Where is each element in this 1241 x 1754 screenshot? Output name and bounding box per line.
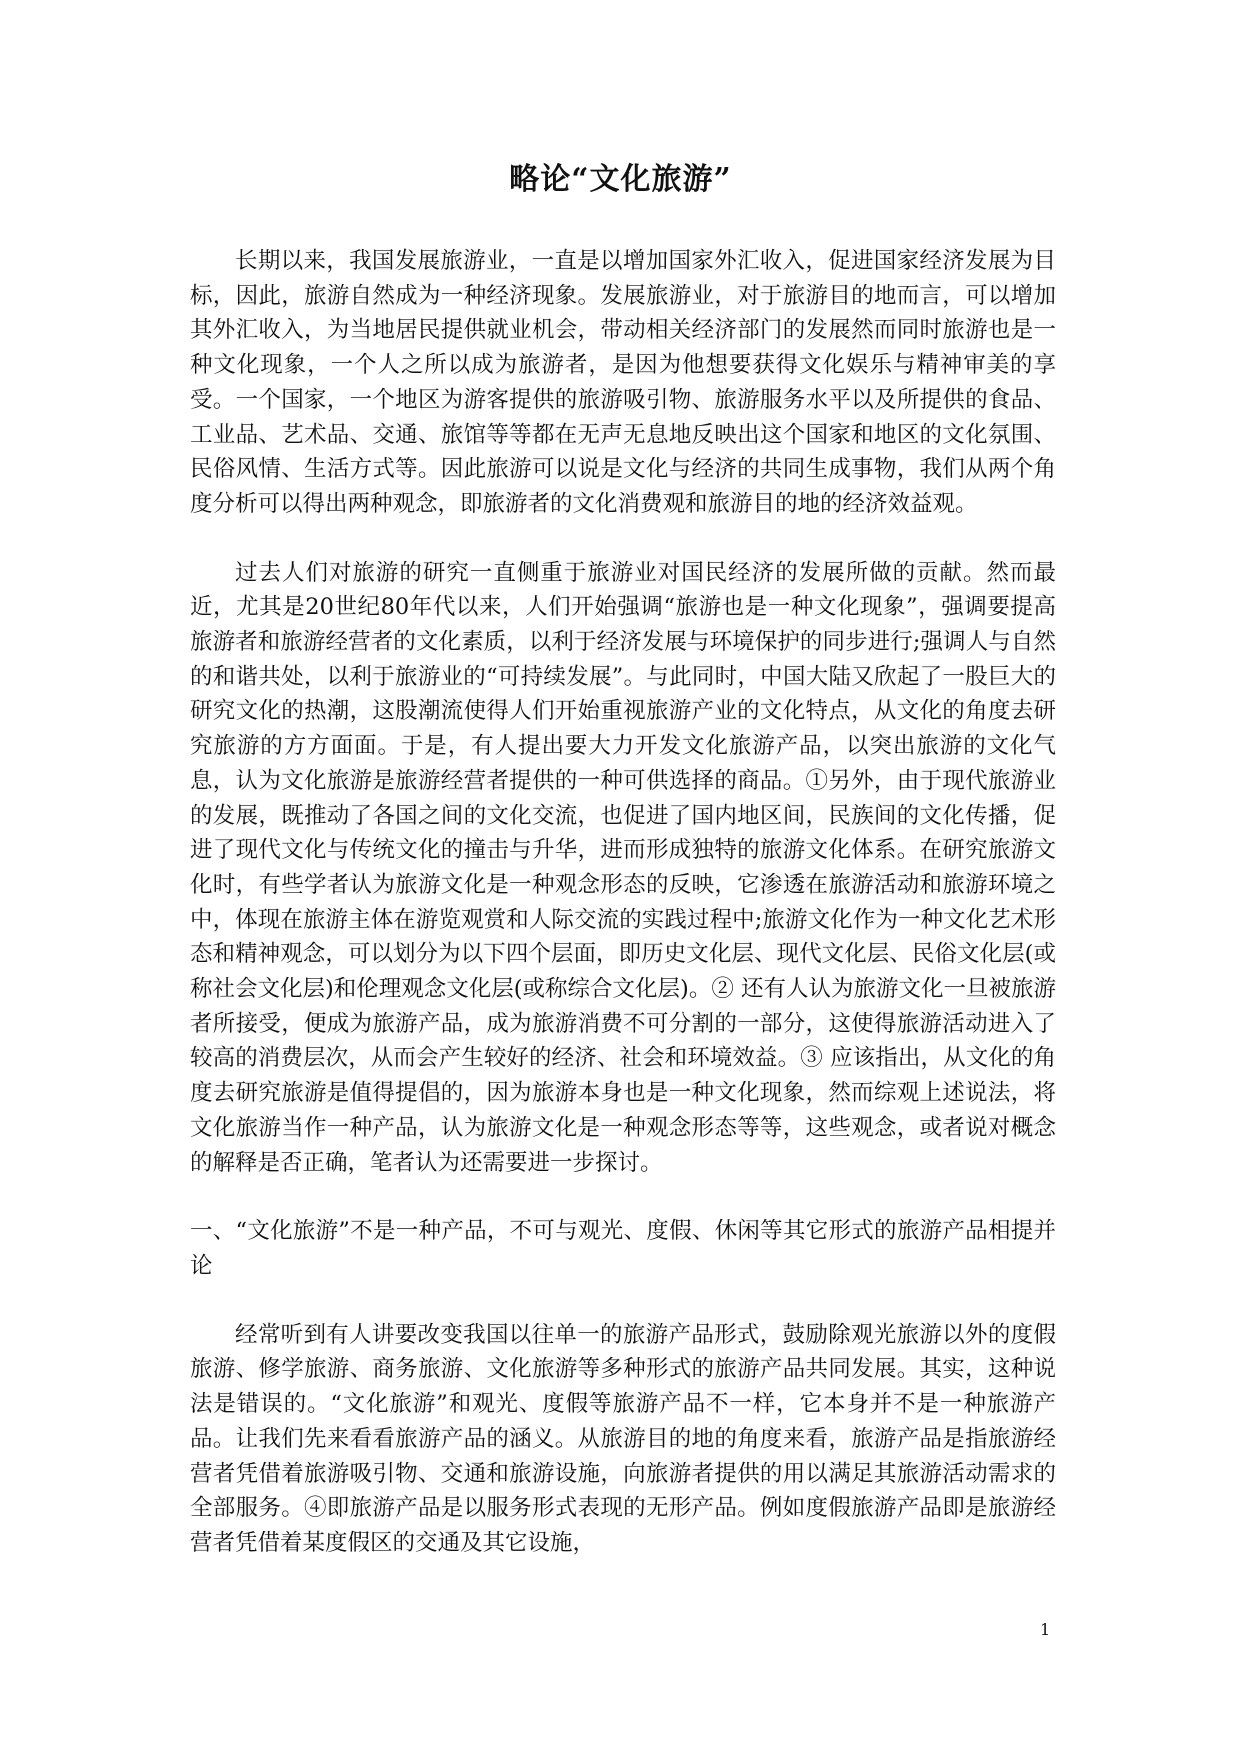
section-heading: 一、“文化旅游”不是一种产品，不可与观光、度假、休闲等其它形式的旅游产品相提并论 xyxy=(190,1218,1056,1279)
paragraph-1: 长期以来，我国发展旅游业，一直是以增加国家外汇收入，促进国家经济发展为目标，因此，旅游自然成为一种经济现象。发展旅游业，对于旅游目的地而言，可以增加其外汇收入，为当地居民提供就业机会，带动相关经济部门的发展然而同时旅游也是一种文化现象，一个人之所以成为旅游者，是因为他想要获得文化娱乐与精神审美的享受。一个国家，一个地区为游客提供的旅游吸引物、旅游服务水平以及所提供的食品、工业品、艺术品、交通、旅馆等等都在无声无息地反映出这个国家和地区的文化氛围、民俗风情、生活方式等。因此旅游可以说是文化与经济的共同生成事物，我们从两个角度分析可以得出两种观念，即旅游者的文化消费观和旅游目的地的经济效益观。 xyxy=(190,248,1056,517)
paragraph-gap xyxy=(190,1180,1056,1214)
paragraph-2: 过去人们对旅游的研究一直侧重于旅游业对国民经济的发展所做的贡献。然而最近，尤其是20世纪80年代以来，人们开始强调“旅游也是一种文化现象”，强调要提高旅游者和旅游经营者的文化素质，以利于经济发展与环境保护的同步进行;强调人与自然的和谐共处，以利于旅游业的“可持续发展”。与此同时，中国大陆又欣起了一股巨大的研究文化的热潮，这股潮流使得人们开始重视旅游产业的文化特点，从文化的角度去研究旅游的方方面面。于是，有人提出要大力开发文化旅游产品，以突出旅游的文化气息，认为文化旅游是旅游经营者提供的一种可供选择的商品。①另外，由于现代旅游业的发展，既推动了各国之间的文化交流，也促进了国内地区间，民族间的文化传播，促进了现代文化与传统文化的撞击与升华，进而形成独特的旅游文化体系。在研究旅游文化时，有些学者认为旅游文化是一种观念形态的反映，它渗透在旅游活动和旅游环境之中，体现在旅游主体在游览观赏和人际交流的实践过程中;旅游文化作为一种文化艺术形态和精神观念，可以划分为以下四个层面，即历史文化层、现代文化层、民俗文化层(或称社会文化层)和伦理观念文化层(或称综合文化层)。② 还有人认为旅游文化一旦被旅游者所接受，便成为旅游产品，成为旅游消费不可分割的一部分，这使得旅游活动进入了较高的消费层次，从而会产生较好的经济、社会和环境效益。③ 应该指出，从文化的角度去研究旅游是值得提倡的，因为旅游本身也是一种文化现象，然而综观上述说法，将文化旅游当作一种产品，认为旅游文化是一种观念形态等等，这些观念，或者说对概念的解释是否正确，笔者认为还需要进一步探讨。 xyxy=(190,559,1056,1176)
paragraph-gap xyxy=(190,522,1056,556)
page-number: 1 xyxy=(1040,1620,1051,1639)
document-title: 略论“文化旅游” xyxy=(509,162,732,197)
document-body xyxy=(190,244,1056,1561)
paragraph-3: 经常听到有人讲要改变我国以往单一的旅游产品形式，鼓励除观光旅游以外的度假旅游、修学旅游、商务旅游、文化旅游等多种形式的旅游产品共同发展。其实，这种说法是错误的。“文化旅游”和观光、度假等旅游产品不一样，它本身并不是一种旅游产品。让我们先来看看旅游产品的涵义。从旅游目的地的角度来看，旅游产品是指旅游经营者凭借着旅游吸引物、交通和旅游设施，向旅游者提供的用以满足其旅游活动需求的全部服务。④即旅游产品是以服务形式表现的无形产品。例如度假旅游产品即是旅游经营者凭借着某度假区的交通及其它设施， xyxy=(190,1321,1056,1556)
paragraph-gap xyxy=(190,1284,1056,1318)
